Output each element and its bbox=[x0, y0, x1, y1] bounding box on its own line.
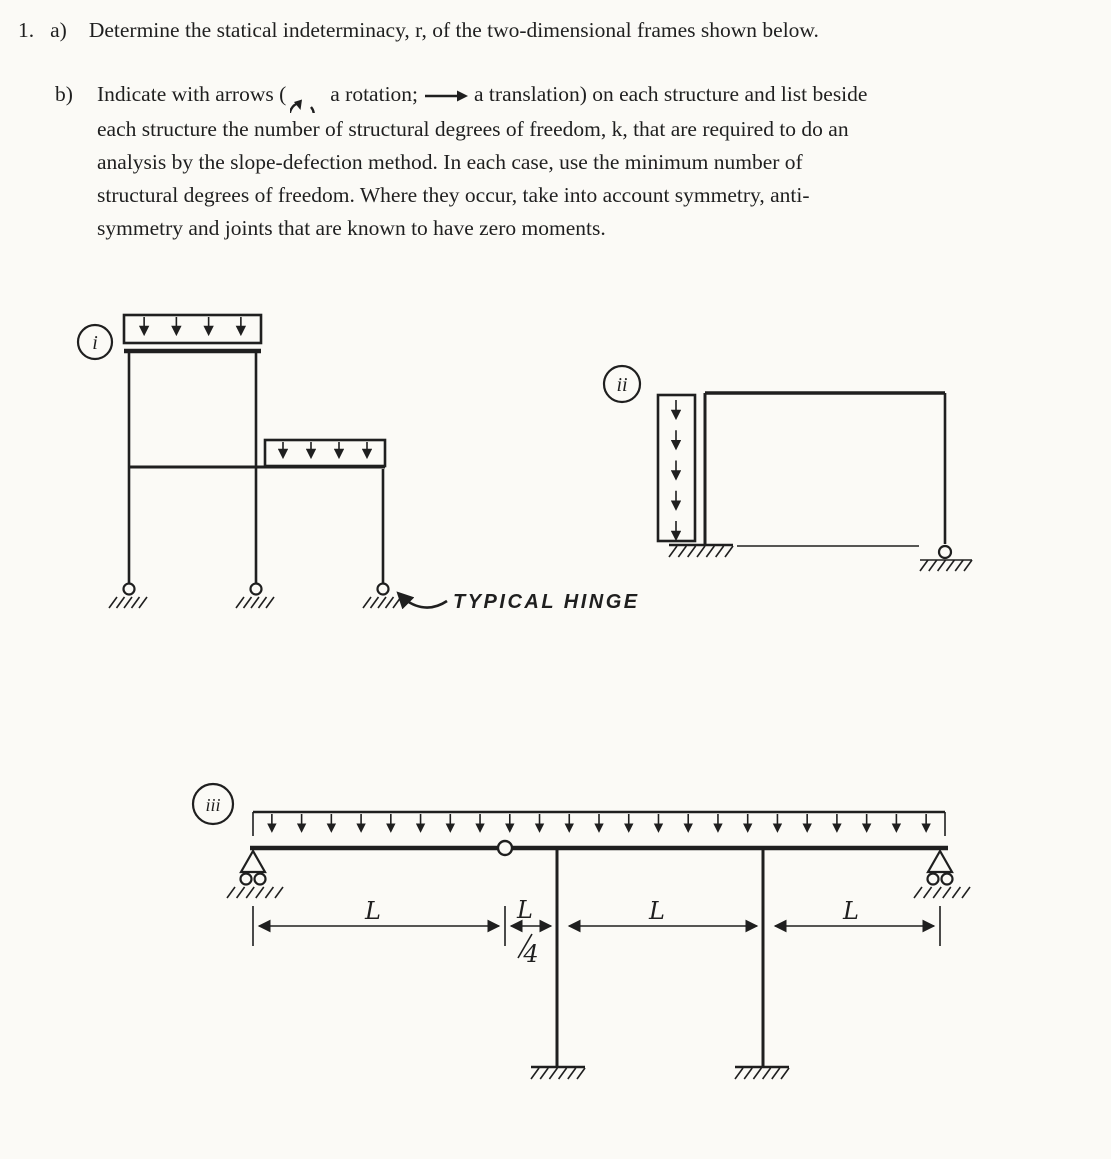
typical-hinge-label: TYPICAL HINGE bbox=[453, 591, 640, 613]
pin-support bbox=[920, 546, 972, 571]
svg-text:i: i bbox=[92, 332, 98, 354]
pin-support-left bbox=[109, 584, 147, 609]
dimension-line-1 bbox=[259, 897, 499, 926]
part-b-line1-post: a translation) on each structure and list beside bbox=[474, 82, 868, 106]
part-b-line: each structure the number of structural degrees of freedom, k, that are required to do an bbox=[97, 117, 849, 142]
dimension-line-4 bbox=[775, 897, 934, 926]
second-distributed-load bbox=[265, 440, 385, 466]
right-roller-support bbox=[914, 851, 970, 898]
part-b-text bbox=[97, 78, 867, 245]
figure-iii bbox=[175, 778, 1035, 1108]
dim-label-L3: L bbox=[649, 897, 665, 925]
part-b-line: symmetry and joints that are known to have zero moments. bbox=[97, 216, 606, 241]
part-b-line bbox=[97, 78, 867, 113]
internal-hinge bbox=[498, 841, 512, 855]
lateral-distributed-load bbox=[658, 395, 695, 541]
hinge-pointer-arrow bbox=[400, 595, 447, 608]
fixed-support bbox=[669, 545, 733, 557]
part-b-line1-mid: a rotation; bbox=[330, 82, 419, 106]
part-a-text: Determine the statical indeterminacy, r, of the two-dimensional frames shown below. bbox=[88, 18, 819, 42]
dimension-line-3 bbox=[569, 897, 757, 926]
left-roller-support bbox=[227, 851, 283, 898]
dim-label-L2-denominator: 4 bbox=[523, 940, 539, 968]
svg-text:iii: iii bbox=[205, 795, 221, 815]
dim-label-L2-numerator: L bbox=[517, 896, 533, 924]
pin-support-middle bbox=[236, 584, 274, 609]
part-a-row bbox=[18, 14, 867, 47]
figure-i-label bbox=[78, 325, 112, 359]
part-b-row bbox=[55, 78, 867, 245]
dimension-line-2 bbox=[511, 896, 551, 968]
part-b-line1-pre: Indicate with arrows ( bbox=[97, 82, 287, 106]
distributed-load bbox=[253, 812, 945, 836]
svg-text:ii: ii bbox=[616, 374, 628, 396]
top-distributed-load bbox=[124, 315, 261, 343]
left-column-fixed-support bbox=[531, 1067, 585, 1079]
pin-support-right bbox=[363, 584, 401, 609]
rotation-icon bbox=[290, 79, 326, 113]
part-b-line: structural degrees of freedom. Where they occur, take into account symmetry, anti- bbox=[97, 183, 810, 208]
dim-label-L1: L bbox=[365, 897, 381, 925]
problem-statement bbox=[18, 14, 867, 245]
part-b-line: analysis by the slope-defection method. In each case, use the minimum number of bbox=[97, 150, 803, 175]
right-column-fixed-support bbox=[735, 1067, 789, 1079]
problem-number: 1. bbox=[18, 18, 35, 42]
figure-ii bbox=[595, 358, 1035, 603]
part-b-label: b) bbox=[55, 82, 73, 106]
figure-ii-label bbox=[604, 366, 640, 402]
translation-icon bbox=[422, 89, 470, 103]
dim-label-L4: L bbox=[843, 897, 859, 925]
figure-iii-label bbox=[193, 784, 233, 824]
part-a-label: a) bbox=[50, 18, 67, 42]
